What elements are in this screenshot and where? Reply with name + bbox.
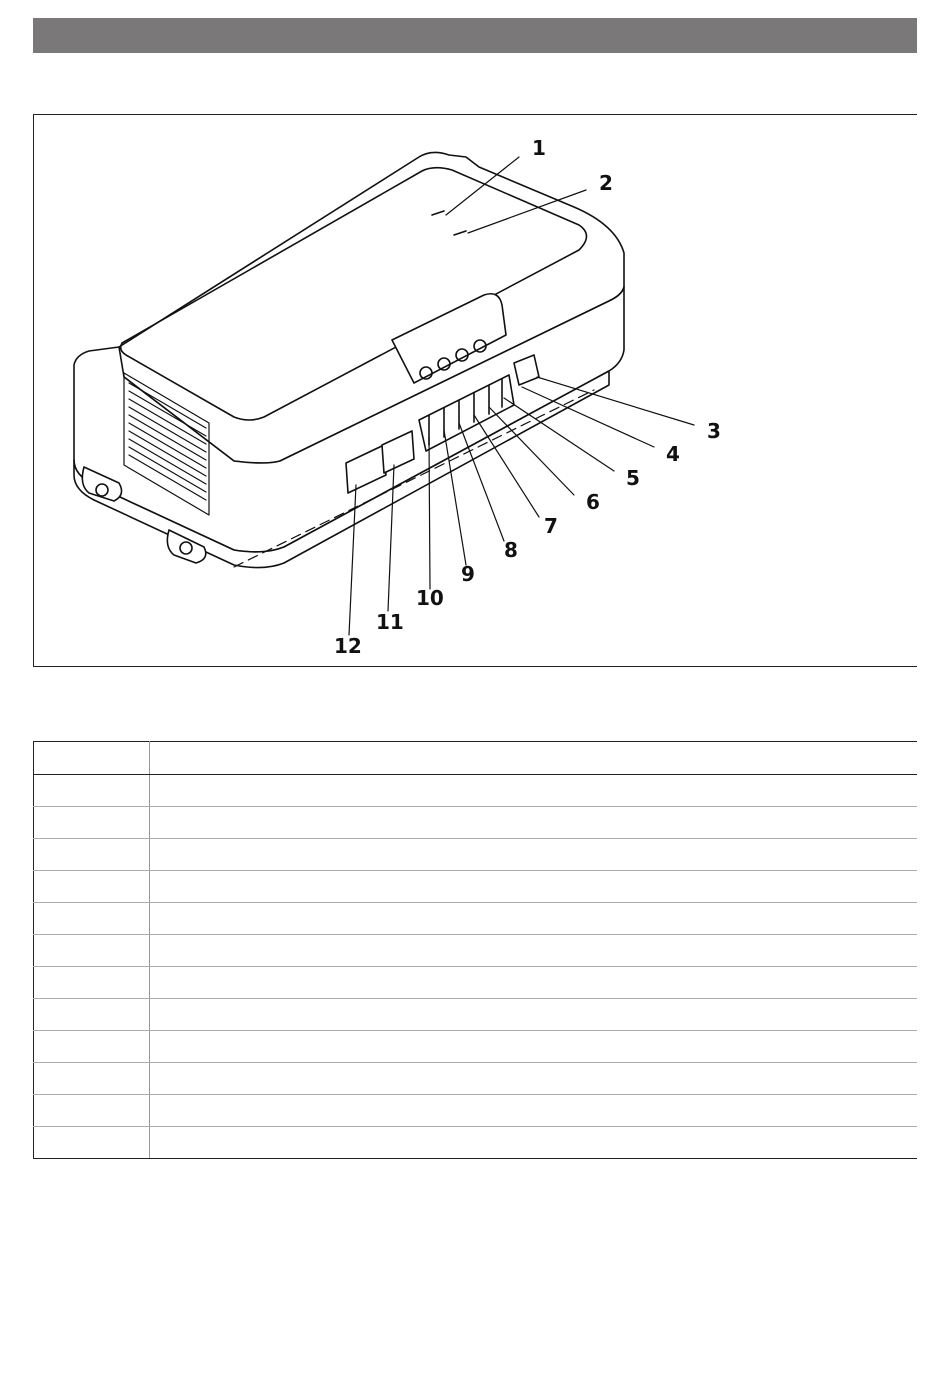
parts-table: [33, 741, 917, 1159]
table-row: [34, 775, 918, 807]
row-description: [150, 871, 918, 903]
table-row: [34, 1095, 918, 1127]
row-description: [150, 903, 918, 935]
table-row: [34, 1127, 918, 1159]
callout-6: 6: [586, 490, 600, 514]
callout-4: 4: [666, 442, 680, 466]
row-description: [150, 967, 918, 999]
row-description: [150, 935, 918, 967]
callout-7: 7: [544, 514, 558, 538]
row-number: [34, 1063, 150, 1095]
row-number: [34, 1095, 150, 1127]
row-number: [34, 871, 150, 903]
callout-12: 12: [334, 634, 362, 658]
row-description: [150, 1095, 918, 1127]
callout-2: 2: [599, 171, 613, 195]
callout-3: 3: [707, 419, 721, 443]
row-description: [150, 1127, 918, 1159]
table-row: [34, 1031, 918, 1063]
callout-11: 11: [376, 610, 404, 634]
row-description: [150, 807, 918, 839]
table-row: [34, 871, 918, 903]
table-row: [34, 967, 918, 999]
device-figure: [33, 114, 917, 667]
callout-9: 9: [461, 562, 475, 586]
row-description: [150, 1063, 918, 1095]
table-row: [34, 1063, 918, 1095]
row-number: [34, 999, 150, 1031]
column-header-number: [34, 742, 150, 775]
table-row: [34, 999, 918, 1031]
row-description: [150, 999, 918, 1031]
row-number: [34, 935, 150, 967]
callout-1: 1: [532, 136, 546, 160]
table-row: [34, 935, 918, 967]
section-header-bar: [33, 18, 917, 53]
row-number: [34, 1031, 150, 1063]
table-row: [34, 903, 918, 935]
row-description: [150, 839, 918, 871]
row-number: [34, 839, 150, 871]
device-illustration: [34, 115, 918, 668]
row-number: [34, 775, 150, 807]
row-description: [150, 1031, 918, 1063]
table-row: [34, 839, 918, 871]
row-number: [34, 1127, 150, 1159]
row-description: [150, 775, 918, 807]
callout-10: 10: [416, 586, 444, 610]
table-header-row: [34, 742, 918, 775]
row-number: [34, 807, 150, 839]
column-header-description: [150, 742, 918, 775]
callout-8: 8: [504, 538, 518, 562]
callout-5: 5: [626, 466, 640, 490]
table-row: [34, 807, 918, 839]
row-number: [34, 903, 150, 935]
row-number: [34, 967, 150, 999]
